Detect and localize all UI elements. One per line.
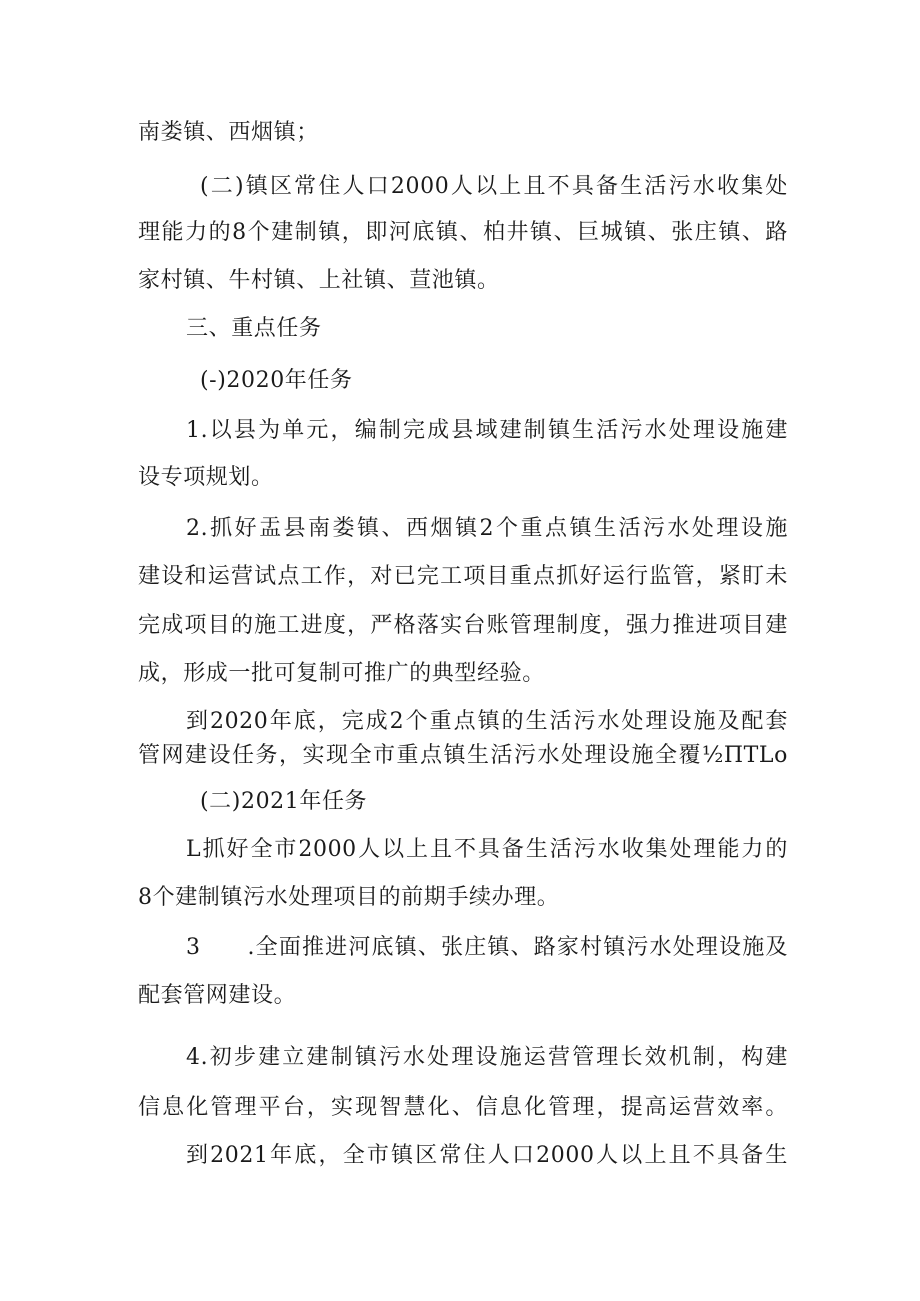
paragraph-line: 设专项规划。	[138, 465, 274, 490]
paragraph-line: 信息化管理平台，实现智慧化、信息化管理，提高运营效率。	[138, 1095, 788, 1120]
paragraph-line: 4.初步建立建制镇污水处理设施运营管理长效机制，构建	[186, 1045, 788, 1070]
paragraph-line: 管网建设任务，实现全市重点镇生活污水处理设施全覆½ΠTLo	[138, 743, 788, 768]
paragraph-line: L抓好全市2000人以上且不具备生活污水收集处理能力的	[186, 837, 788, 862]
paragraph-line: 到2020年底，完成2个重点镇的生活污水处理设施及配套	[186, 709, 788, 734]
paragraph-line: 南娄镇、西烟镇；	[138, 120, 319, 145]
paragraph-line: 1.以县为单元，编制完成县域建制镇生活污水处理设施建	[186, 418, 788, 443]
paragraph-line: 成，形成一批可复制可推广的典型经验。	[138, 661, 545, 686]
paragraph-line: 理能力的8个建制镇，即河底镇、柏井镇、巨城镇、张庄镇、路	[138, 220, 788, 245]
paragraph-line: (二)镇区常住人口2000人以上且不具备生活污水收集处	[200, 174, 788, 199]
paragraph-line: 3 .全面推进河底镇、张庄镇、路家村镇污水处理设施及	[186, 935, 788, 960]
subsection-heading: (二)2021年任务	[200, 789, 368, 814]
paragraph-line: 家村镇、牛村镇、上社镇、荁池镇。	[138, 268, 500, 293]
paragraph-line: 到2021年底，全市镇区常住人口2000人以上且不具备生	[186, 1143, 788, 1168]
paragraph-line: 建设和运营试点工作，对已完工项目重点抓好运行监管，紧盯未	[138, 564, 788, 589]
paragraph-line: 配套管网建设。	[138, 983, 297, 1008]
paragraph-line: 2.抓好盂县南娄镇、西烟镇2个重点镇生活污水处理设施	[186, 516, 788, 541]
paragraph-line: 8个建制镇污水处理项目的前期手续办理。	[138, 885, 560, 910]
paragraph-line: 完成项目的施工进度，严格落实台账管理制度，强力推进项目建	[138, 613, 788, 638]
section-heading: 三、重点任务	[186, 316, 322, 341]
subsection-heading: (-)2020年任务	[200, 368, 353, 393]
